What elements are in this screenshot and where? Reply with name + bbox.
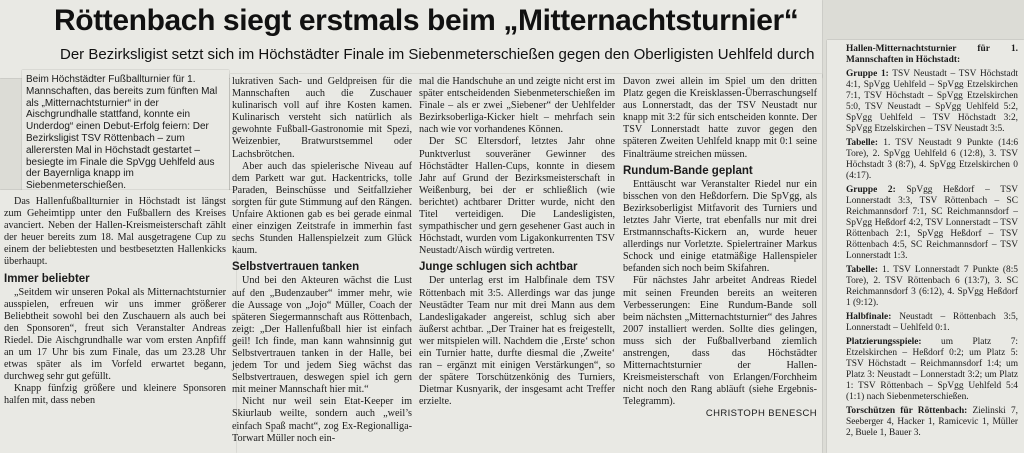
group-1-results: TSV Neustadt – TSV Höchstadt 4:1, SpVgg Uehlfeld – SpVgg Etzelskirchen 7:1, TSV Höchstadt – SpVgg Etzelskirchen 5:0, TSV Neustadt – SpVgg Uehlfeld 5:2, SpVgg Uehlfeld – TSV Höchstadt 3:2, SpVgg Etzelskirchen – TSV Neustadt 3:5. bbox=[846, 69, 1018, 134]
results-title: Hallen-Mitternachtsturnier für 1. Mannschaften in Höchstadt: bbox=[846, 44, 1018, 65]
body-paragraph: Das Hallenfußballturnier in Höchstadt ist längst zum Geheimtipp unter den Fußballern des Kreises avanciert. Neben der Hallen-Kreismeisterschaft zählt der heuer bereits zum 18. Mal ausgetragene Cup zu einem der beliebtesten und bestbesetzten Hallenkicks überhaupt. bbox=[4, 196, 226, 268]
article-subheadline: Der Bezirksligist setzt sich im Höchstädter Finale im Siebenmeterschießen gegen den Oberligisten Uehlfeld durch bbox=[60, 46, 815, 63]
body-paragraph: Knapp fünfzig größere und kleinere Sponsoren halfen mit, dass neben bbox=[4, 383, 226, 407]
author-byline: CHRISTOPH BENESCH bbox=[705, 408, 817, 420]
body-paragraph: Und bei den Akteuren wächst die Lust auf den „Budenzauber“ immer mehr, wie die Aussage von „Jojo“ Müller, Coach der späteren Siegermannschaft aus Röttenbach, zeigt: „Der Hallenfußball hier ist einfach geil! Ich finde, man kann wahnsinnig gut Selbstvertrauen tanken in der Halle, bei jedem Tor und jedem Sieg wächst das Selbstvertrauen, deswegen spiel ich gern mit meiner Mannschaft hier mit.“ bbox=[232, 275, 412, 396]
table-2-standings: 1. TSV Lonnerstadt 7 Punkte (8:5 Tore), 2. TSV Röttenbach 6 (13:7), 3. SC Reichmannsdorf 3 (6:12), 4. SpVgg Heßdorf 1 (9:12). bbox=[846, 265, 1018, 308]
body-paragraph: Aber auch das spielerische Niveau auf dem Parkett war gut. Hackentricks, tolle Paraden, Beinschüsse und Seitfallzieher sorgten für gute Stimmung auf den Rängen. Unfaire Aktionen gab es bei gerade einmal einer einzigen Zeitstrafe in immerhin fast sechs Stunden Hallenspielzeit zum Glück kaum. bbox=[232, 160, 412, 257]
body-paragraph: Für nächstes Jahr arbeitet Andreas Riedel mit seinen Freunden bereits an weiteren Verbesserungen: Eine Rundum-Bande soll beim nächsten „Mitternachtsturnier“ des Jahres 2007 installiert werden. Sollte dies gelingen, muss sich der Fußballverband ziemlich anstrengen, dass das Höchstädter Mitternachtsturnier der Hallen-Kreismeisterschaft von Erlangen/Forchheim nicht noch den Rang abläuft (siehe Ergebnis-Telegramm). bbox=[623, 275, 817, 408]
article-column-3 bbox=[419, 76, 615, 408]
section-heading: Selbstvertrauen tanken bbox=[232, 261, 360, 274]
article-column-2 bbox=[232, 76, 412, 445]
section-heading: Junge schlugen sich achtbar bbox=[419, 261, 578, 274]
table-2-label: Tabelle: bbox=[846, 265, 878, 275]
article-lede bbox=[26, 74, 226, 192]
article-column-1 bbox=[4, 196, 226, 408]
body-paragraph: Der SC Eltersdorf, letztes Jahr ohne Punktverlust souveräner Gewinner des Höchstädter Hallen-Cups, konnte in diesem Jahr auf Grund der Bezirksmeisterschaft in Weißenburg, bei der er schließlich (wie berichtet) achtbarer Dritter wurde, nicht den Titel verteidigen. Die Landesligisten, sympathischer und gern gesehener Gast auch in Höchstadt, wurden vom Ligakonkurrenten TSV Neustadt/Aisch würdig vertreten. bbox=[419, 136, 615, 257]
body-paragraph: Der unterlag erst im Halbfinale dem TSV Röttenbach mit 3:5. Allerdings war das junge Neustädter Team nur mit drei Mann aus dem Landesligakader angereist, schlug sich aber äußerst achtbar. „Der Trainer hat es freigestellt, wer mitspielen will. Nachdem die ‚Erste‘ schon ein Turnier hatte, durfte diesmal die ‚Zweite‘ ran – ergänzt mit einigen Verstärkungen“, so der spätere Torschützenkönig des Turniers, Dietmar Kusnyarik, der insgesamt acht Treffer erzielte. bbox=[419, 275, 615, 408]
semifinal-results: Neustadt – Röttenbach 3:5, Lonnerstadt – Uehlfeld 0:1. bbox=[846, 312, 1018, 333]
group-2-label: Gruppe 2: bbox=[846, 185, 896, 195]
placement-results: um Platz 7: Etzelskirchen – Heßdorf 0:2; um Platz 5: TSV Höchstadt – Reichmannsdorf 1:4; um Platz 3: Neustadt – Lonnerstadt 3:2; um Platz 1: TSV Röttenbach – SpVgg Uehlfeld 5:4 (1:1) nach Siebenmeterschießen. bbox=[846, 337, 1018, 402]
body-paragraph: Davon zwei allein im Spiel um den dritten Platz gegen die Kreisklassen-Überraschungself aus Lonnerstadt, das der TSV Neustadt nur knapp mit 3:2 für sich entscheiden konnte. Der TSV Lonnerstadt hatte zuvor gegen den späteren Zweiten Uehlfeld knapp mit 0:1 seine Finalträume streichen müssen. bbox=[623, 76, 817, 160]
lede-paragraph: Beim Höchstädter Fußballturnier für 1. Mannschaften, das bereits zum fünften Mal als „Mitternachtsturnier“ in der Aischgrundhalle stattfand, konnte ein Underdog“ einen Debut-Erfolg feiern: Der Bezirksligist TSV Röttenbach – zum allerersten Mal in Höchstadt gestartet – besiegte im Finale die SpVgg Uehlfeld aus der Bayernliga knapp im Siebenmeterschießen. bbox=[26, 74, 218, 192]
table-1-label: Tabelle: bbox=[846, 138, 878, 148]
body-paragraph: „Seitdem wir unseren Pokal als Mitternachtsturnier ausspielen, erfreuen wir uns immer größerer Beliebtheit sowohl bei den Zuschauern als auch bei den Sponsoren“, freut sich Veranstalter Andreas Riedel. Die Aischgrundhalle war vom ersten Anpfiff an um 17 Uhr bis zum Finale, das um 23.28 Uhr etwas später als im Vorfeld erwartet begann, durchweg sehr gut gefüllt. bbox=[4, 286, 226, 383]
scorers-list: Zielinski 7, Seeberger 4, Hacker 1, Ramicevic 1, Müller 2, Buele 1, Bauer 3. bbox=[846, 406, 1018, 438]
scorers-label: Torschützen für Röttenbach: bbox=[846, 406, 968, 416]
section-heading: Rundum-Bande geplant bbox=[623, 164, 753, 177]
semifinal-label: Halbfinale: bbox=[846, 312, 892, 322]
placement-label: Platzierungsspiele: bbox=[846, 337, 922, 347]
table-1-standings: 1. TSV Neustadt 9 Punkte (14:6 Tore), 2. SpVgg Uehlfeld 6 (12:8), 3. TSV Höchstadt 3 (8:7), 4. SpVgg Etzelskirchen 0 (4:17). bbox=[846, 138, 1019, 181]
article-column-4 bbox=[623, 76, 817, 421]
article-headline: Röttenbach siegt erstmals beim „Mitternachtsturnier“ bbox=[54, 4, 799, 37]
body-paragraph: mal die Handschuhe an und zeigte nicht erst im später entscheidenden Siebenmeterschießen im Finale – als er zwei „Siebener“ der Uehlfelder Bezirksoberliga-Kicker hielt – mehrfach sein nach wie vor vorhandenes Können. bbox=[419, 76, 615, 136]
group-1-label: Gruppe 1: bbox=[846, 69, 889, 79]
body-paragraph: lukrativen Sach- und Geldpreisen für die Mannschaften auch die Zuschauer kulinarisch voll auf ihre Kosten kamen. Kulinarisch versteht sich natürlich als gewohnte Fußball-Gastronomie mit Spezi, Weizenbier, Bratwurstsemmel oder Lachsbrötchen. bbox=[232, 76, 412, 160]
group-2-results: SpVgg Heßdorf – TSV Lonnerstadt 3:3, TSV Röttenbach – SC Reichmannsdorf 7:1, SC Reichmannsdorf – SpVgg Heßdorf 4:2, TSV Lonnerstadt – TSV Röttenbach 2:1, SpVgg Heßdorf – TSV Röttenbach 4:5, SC Reichmannsdorf – TSV Lonnerstadt 1:3. bbox=[846, 185, 1018, 261]
results-box bbox=[846, 44, 1018, 442]
section-heading: Immer beliebter bbox=[4, 272, 90, 285]
body-paragraph: Enttäuscht war Veranstalter Riedel nur ein bisschen von den Heßdorfern. Die SpVgg, als Bezirksoberligist Mitfavorit des Turniers und letztes Jahr Vierte, trat ebenfalls nur mit drei Erstmannschafts-Kickern an, wurde heuer allerdings nur Vorletzte. Spielertrainer Markus Schock und einige etatmäßige Hallenspieler befanden sich noch beim Skifahren. bbox=[623, 178, 817, 275]
body-paragraph: Nicht nur weil sein Etat-Keeper im Skiurlaub weilte, sondern auch „weil’s einfach Spaß macht“, zog Ex-Regionalliga-Torwart Müller noch ein- bbox=[232, 396, 412, 444]
